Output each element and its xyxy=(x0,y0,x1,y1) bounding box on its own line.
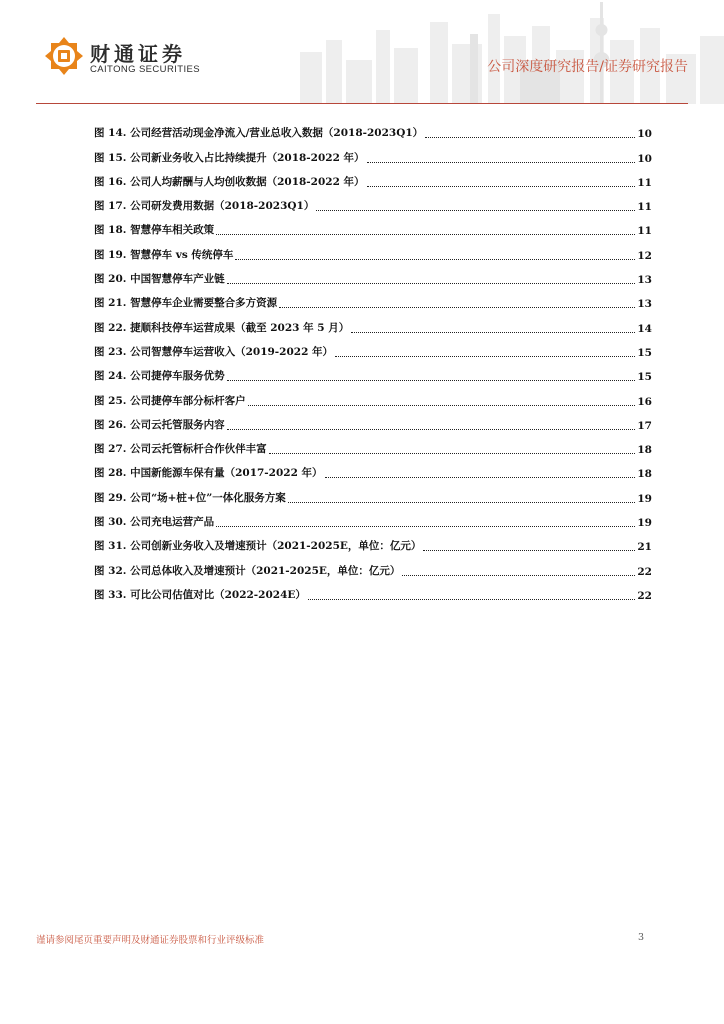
toc-entry-label: 图 23. 公司智慧停车运营收入（2019-2022 年） xyxy=(94,345,334,358)
toc-entry-page: 21 xyxy=(637,541,652,554)
toc-entry-label: 图 20. 中国智慧停车产业链 xyxy=(94,273,225,286)
toc-entry-page: 22 xyxy=(637,565,652,578)
dot-leader xyxy=(367,174,636,187)
dot-leader xyxy=(308,587,635,600)
dot-leader xyxy=(279,295,635,308)
footer-page-number: 3 xyxy=(637,932,644,943)
toc-row[interactable] xyxy=(94,553,652,577)
toc-row[interactable] xyxy=(94,237,652,261)
toc-row[interactable] xyxy=(94,165,652,189)
dot-leader xyxy=(216,514,635,527)
toc-entry-label: 图 15. 公司新业务收入占比持续提升（2018-2022 年） xyxy=(94,151,365,164)
toc-entry-page: 18 xyxy=(637,444,652,457)
toc-row[interactable] xyxy=(94,213,652,237)
logo-chinese-name: 财通证券 xyxy=(90,42,186,66)
toc-entry-label: 图 24. 公司捷停车服务优势 xyxy=(94,370,225,383)
dot-leader xyxy=(325,465,636,478)
toc-entry-page: 11 xyxy=(637,201,652,214)
dot-leader xyxy=(248,393,636,406)
dot-leader xyxy=(235,247,635,260)
toc-entry-page: 11 xyxy=(637,176,652,189)
report-type-label: 公司深度研究报告/证券研究报告 xyxy=(487,59,688,75)
toc-entry-page: 19 xyxy=(637,517,652,530)
toc-row[interactable] xyxy=(94,335,652,359)
toc-entry-label: 图 31. 公司创新业务收入及增速预计（2021-2025E，单位：亿元） xyxy=(94,540,422,553)
dot-leader xyxy=(288,490,636,503)
logo-english-name: CAITONG SECURITIES xyxy=(90,64,200,75)
dot-leader xyxy=(216,222,635,235)
toc-row[interactable] xyxy=(94,189,652,213)
toc-entry-label: 图 22. 捷顺科技停车运营成果（截至 2023 年 5 月） xyxy=(94,321,350,334)
dot-leader xyxy=(367,150,636,163)
dot-leader xyxy=(227,368,636,381)
toc-row[interactable] xyxy=(94,505,652,529)
toc-entry-label: 图 19. 智慧停车 vs 传统停车 xyxy=(94,248,234,261)
dot-leader xyxy=(351,320,635,333)
page-header xyxy=(0,0,724,104)
toc-row[interactable] xyxy=(94,262,652,286)
toc-entry-label: 图 17. 公司研发费用数据（2018-2023Q1） xyxy=(94,200,315,213)
toc-row[interactable] xyxy=(94,408,652,432)
toc-row[interactable] xyxy=(94,116,652,140)
toc-row[interactable] xyxy=(94,529,652,553)
caitong-logo-icon xyxy=(44,36,84,76)
toc-entry-page: 13 xyxy=(637,298,652,311)
toc-entry-page: 19 xyxy=(637,492,652,505)
dot-leader xyxy=(425,125,635,138)
toc-entry-page: 16 xyxy=(637,395,652,408)
toc-row[interactable] xyxy=(94,359,652,383)
footer-disclaimer: 谨请参阅尾页重要声明及财通证券股票和行业评级标准 xyxy=(36,935,265,946)
toc-row[interactable] xyxy=(94,286,652,310)
toc-entry-label: 图 28. 中国新能源车保有量（2017-2022 年） xyxy=(94,467,323,480)
toc-row[interactable] xyxy=(94,456,652,480)
toc-entry-page: 11 xyxy=(637,225,652,238)
toc-row[interactable] xyxy=(94,480,652,504)
dot-leader xyxy=(227,271,636,284)
figure-index-list xyxy=(94,116,652,602)
toc-row[interactable] xyxy=(94,383,652,407)
toc-entry-page: 10 xyxy=(637,152,652,165)
toc-entry-label: 图 27. 公司云托管标杆合作伙伴丰富 xyxy=(94,443,267,456)
toc-row[interactable] xyxy=(94,310,652,334)
toc-row[interactable] xyxy=(94,140,652,164)
toc-entry-label: 图 14. 公司经营活动现金净流入/营业总收入数据（2018-2023Q1） xyxy=(94,127,424,140)
toc-entry-label: 图 33. 可比公司估值对比（2022-2024E） xyxy=(94,588,306,601)
header-divider xyxy=(36,103,688,104)
toc-entry-page: 22 xyxy=(637,589,652,602)
toc-entry-page: 13 xyxy=(637,274,652,287)
toc-entry-page: 10 xyxy=(637,128,652,141)
toc-entry-page: 15 xyxy=(637,371,652,384)
toc-entry-label: 图 32. 公司总体收入及增速预计（2021-2025E，单位：亿元） xyxy=(94,564,401,577)
toc-row[interactable] xyxy=(94,432,652,456)
toc-entry-label: 图 18. 智慧停车相关政策 xyxy=(94,224,215,237)
toc-entry-page: 14 xyxy=(637,322,652,335)
toc-entry-page: 15 xyxy=(637,346,652,359)
dot-leader xyxy=(269,441,636,454)
toc-row[interactable] xyxy=(94,578,652,602)
toc-entry-label: 图 25. 公司捷停车部分标杆客户 xyxy=(94,394,246,407)
toc-entry-label: 图 29. 公司“场+桩+位”一体化服务方案 xyxy=(94,491,286,504)
toc-entry-label: 图 21. 智慧停车企业需要整合多方资源 xyxy=(94,297,278,310)
toc-entry-label: 图 30. 公司充电运营产品 xyxy=(94,516,215,529)
toc-entry-page: 17 xyxy=(637,419,652,432)
toc-entry-page: 12 xyxy=(637,249,652,262)
toc-entry-label: 图 16. 公司人均薪酬与人均创收数据（2018-2022 年） xyxy=(94,175,365,188)
dot-leader xyxy=(335,344,635,357)
dot-leader xyxy=(227,417,636,430)
toc-entry-page: 18 xyxy=(637,468,652,481)
dot-leader xyxy=(316,198,635,211)
dot-leader xyxy=(402,563,635,576)
dot-leader xyxy=(423,538,635,551)
toc-entry-label: 图 26. 公司云托管服务内容 xyxy=(94,418,225,431)
